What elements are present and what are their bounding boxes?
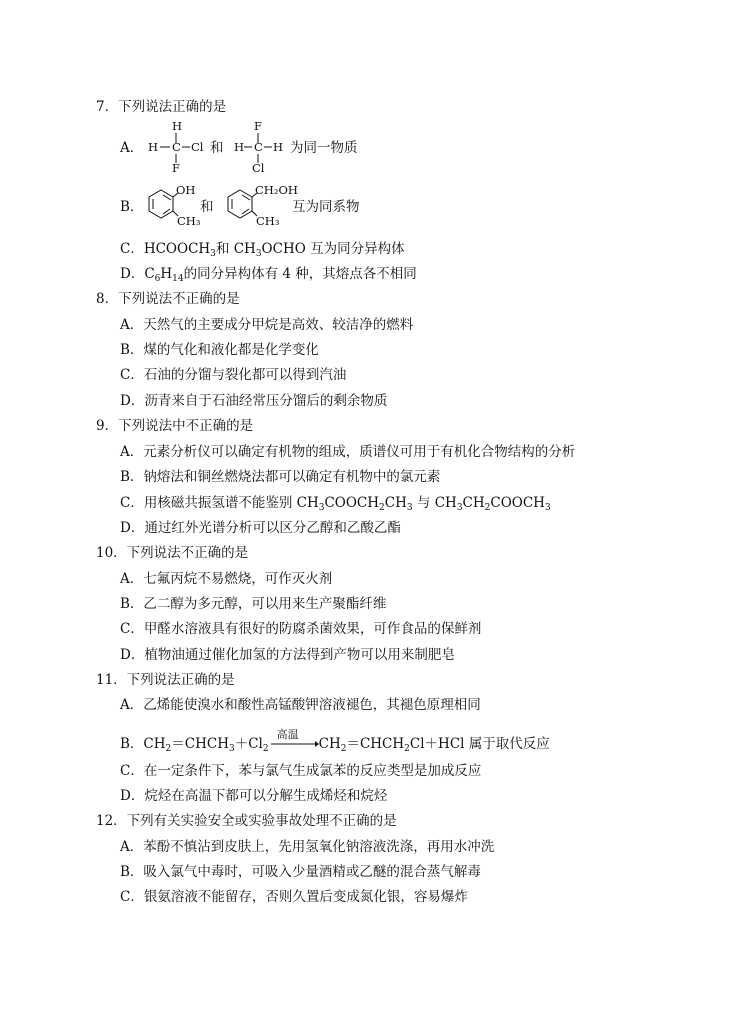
q7-a-tail: 为同一物质 xyxy=(290,140,358,156)
q12-option-c: C．银氨溶液不能留存，否则久置后变成氮化银，容易爆炸 xyxy=(120,889,468,905)
mol-b1-sub1: OH xyxy=(176,183,196,197)
q11-option-d: D．烷烃在高温下都可以分解生成烯烃和烷烃 xyxy=(120,788,388,804)
mol2-bottom-atom: Cl xyxy=(252,161,265,175)
q7-a-and: 和 xyxy=(210,140,224,156)
q10-option-a: A．七氟丙烷不易燃烧，可作灭火剂 xyxy=(120,571,333,587)
q7-a-molecule-1 xyxy=(146,118,210,176)
q12-option-b: B．吸入氯气中毒时，可吸入少量酒精或乙醚的混合蒸气解毒 xyxy=(120,864,481,880)
q10-stem: 10．下列说法不正确的是 xyxy=(96,545,249,561)
q7-option-b-label: B． xyxy=(120,199,144,215)
reaction-condition: 高温 xyxy=(276,728,299,741)
q11-option-a: A．乙烯能使溴水和酸性高锰酸钾溶液褪色，其褪色原理相同 xyxy=(120,697,481,713)
svg-text:C: C xyxy=(172,140,181,154)
mol2-top-atom: F xyxy=(254,119,262,133)
q8-option-b: B．煤的气化和液化都是化学变化 xyxy=(120,342,319,358)
q8-option-a: A．天然气的主要成分甲烷是高效、较洁净的燃料 xyxy=(120,317,414,333)
mol-b2-sub2: CH₃ xyxy=(256,214,280,228)
mol1-bottom-atom: F xyxy=(172,161,180,175)
q8-stem: 8．下列说法不正确的是 xyxy=(96,291,240,307)
q7-stem: 7．下列说法正确的是 xyxy=(96,99,227,115)
mol1-top-atom: H xyxy=(172,119,183,133)
mol2-left-atom: H xyxy=(234,140,245,154)
q7-b-molecule-2 xyxy=(222,183,298,228)
q7-b-tail: 互为同系物 xyxy=(292,199,360,215)
mol1-right-atom: Cl xyxy=(191,140,204,154)
q9-option-b: B．钠熔法和铜丝燃烧法都可以确定有机物中的氯元素 xyxy=(120,469,441,485)
q7-a-molecule-2 xyxy=(232,118,292,176)
q7-option-d: D．$C_6H_{14}$的同分异构体有 4 种，其熔点各不相同 xyxy=(120,266,417,284)
mol-b2-sub1: CH₂OH xyxy=(255,183,298,197)
q7-option-a-label: A． xyxy=(120,140,144,156)
q10-option-c: C．甲醛水溶液具有很好的防腐杀菌效果，可作食品的保鲜剂 xyxy=(120,621,482,637)
mol-b1-sub2: CH₃ xyxy=(177,214,201,228)
reaction-arrow xyxy=(269,728,319,753)
q10-option-b: B．乙二醇为多元醇，可以用来生产聚酯纤维 xyxy=(120,596,387,612)
q8-option-d: D．沥青来自于石油经常压分馏后的剩余物质 xyxy=(120,393,388,409)
q12-option-a: A．苯酚不慎沾到皮肤上，先用氢氧化钠溶液洗涤，再用水冲洗 xyxy=(120,839,495,855)
q11-stem: 11．下列说法正确的是 xyxy=(96,672,235,688)
mol2-right-atom: H xyxy=(273,140,284,154)
q7-option-c: C．$HCOOCH_3$和 $CH_3OCHO$ 互为同分异构体 xyxy=(120,241,405,259)
q11-option-b: B．$CH_2=CHCH_3+Cl_2$ 高温 $CH_2=CHCH_2Cl+HCl$ 属于取代反应 xyxy=(120,728,550,754)
q9-option-a: A．元素分析仪可以确定有机物的组成，质谱仪可用于有机化合物结构的分析 xyxy=(120,444,576,460)
q7-b-and: 和 xyxy=(200,199,214,215)
q9-option-c: C．用核磁共振氢谱不能鉴别 $CH_3COOCH_2CH_3$ 与 $CH_3CH_2COOCH_3$ xyxy=(120,495,551,513)
q9-stem: 9．下列说法中不正确的是 xyxy=(96,418,254,434)
mol1-left-atom: H xyxy=(148,140,159,154)
svg-text:C: C xyxy=(254,140,263,154)
q11-option-c: C．在一定条件下，苯与氯气生成氯苯的反应类型是加成反应 xyxy=(120,763,482,779)
q8-option-c: C．石油的分馏与裂化都可以得到汽油 xyxy=(120,367,347,383)
q7-b-molecule-1 xyxy=(143,183,199,227)
q9-option-d: D．通过红外光谱分析可以区分乙醇和乙酸乙酯 xyxy=(120,520,401,536)
q12-stem: 12．下列有关实验安全或实验事故处理不正确的是 xyxy=(96,813,397,829)
q10-option-d: D．植物油通过催化加氢的方法得到产物可以用来制肥皂 xyxy=(120,647,455,663)
